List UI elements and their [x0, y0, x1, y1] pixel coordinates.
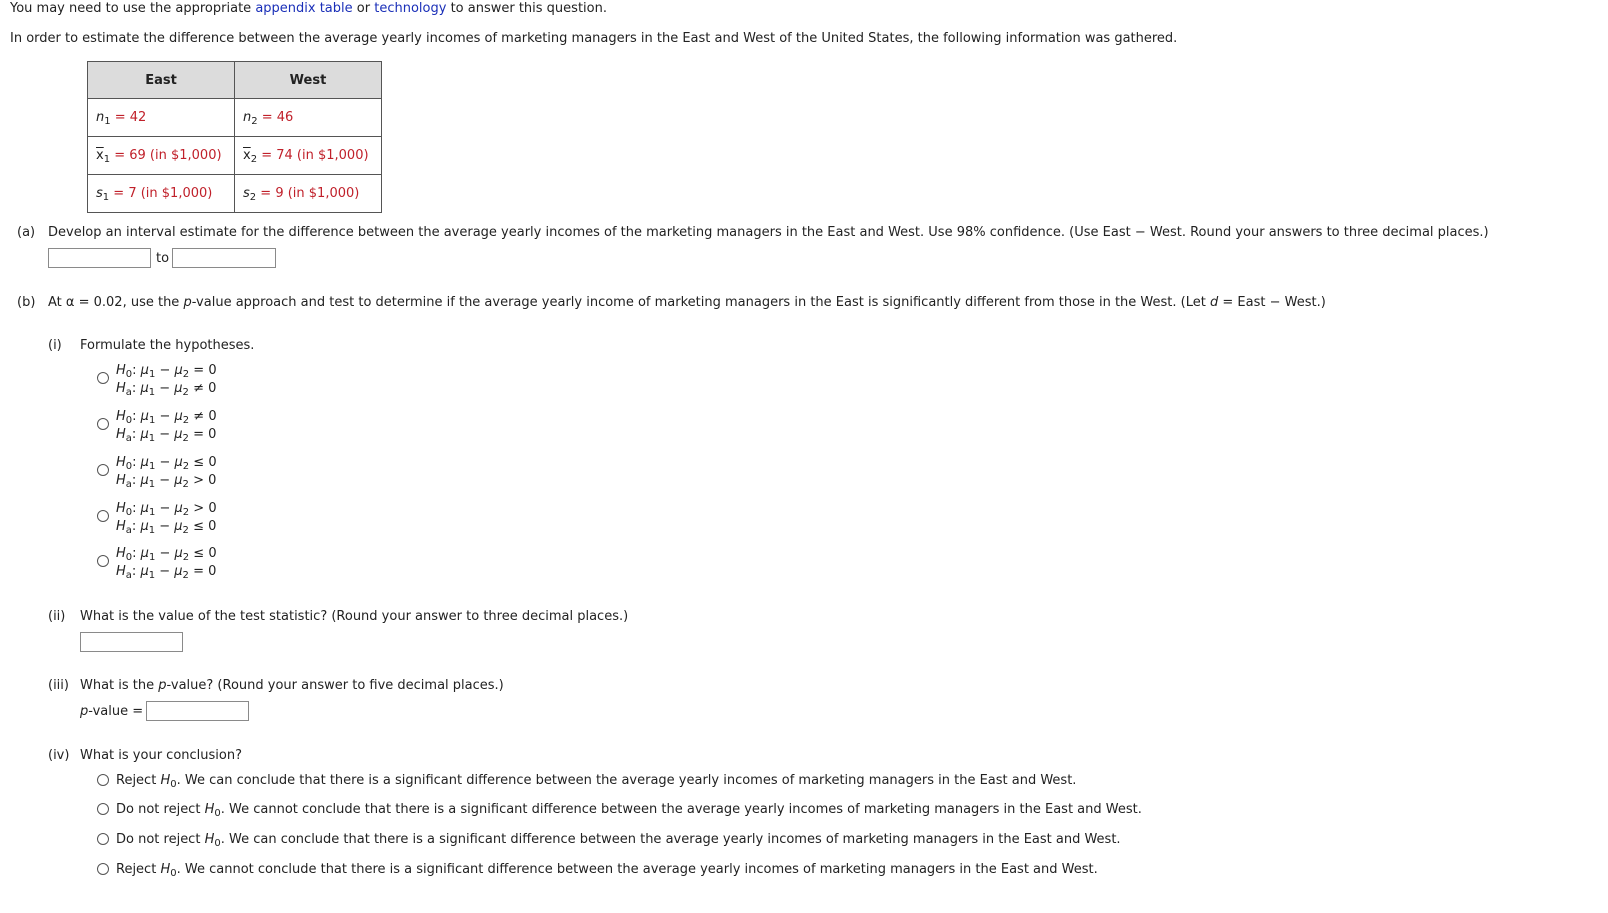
cell-s1: $s_1 = 7$ (in $1,000)	[88, 175, 235, 213]
radio-button[interactable]	[97, 464, 109, 476]
col-header-west: West	[235, 62, 382, 99]
radio-button[interactable]	[97, 863, 109, 875]
data-table	[87, 61, 382, 213]
cell-s2: $s_2 = 9$ (in $1,000)	[235, 175, 382, 213]
technology-link[interactable]: technology	[374, 1, 447, 16]
part-ii-label: (ii)	[48, 609, 66, 624]
radio-button[interactable]	[97, 510, 109, 522]
interval-to-label: to	[156, 251, 170, 266]
cell-n2: $n_2 = 46$	[235, 99, 382, 137]
col-header-east: East	[88, 62, 235, 99]
p-value-input[interactable]	[146, 701, 249, 721]
cell-x2: $\overline{x}_2 = 74$ (in $1,000)	[235, 137, 382, 175]
interval-upper-input[interactable]	[172, 248, 276, 268]
part-ii-question: What is the value of the test statistic? (Round your answer to three decimal places.)	[80, 609, 629, 624]
p-value-label: p-value =	[80, 704, 144, 719]
part-iv-question: What is your conclusion?	[80, 748, 242, 763]
header-instruction: You may need to use the appropriate appendix table or technology to answer this question.	[10, 1, 607, 16]
radio-button[interactable]	[97, 372, 109, 384]
radio-button[interactable]	[97, 774, 109, 786]
intro-text: In order to estimate the difference between the average yearly incomes of marketing managers in the East and West of the United States, the following information was gathered.	[10, 31, 1178, 46]
radio-button[interactable]	[97, 418, 109, 430]
part-b-question: At α = 0.02, use the p-value approach and test to determine if the average yearly income of marketing managers in the East is significantly different from those in the West. (Let d = East − West.)	[48, 295, 1326, 310]
part-b-label: (b)	[17, 295, 36, 310]
cell-n1: $n_1 = 42$	[88, 99, 235, 137]
radio-button[interactable]	[97, 803, 109, 815]
test-statistic-input[interactable]	[80, 632, 183, 652]
part-iv-label: (iv)	[48, 748, 70, 763]
part-i-label: (i)	[48, 338, 62, 353]
part-a-label: (a)	[17, 225, 36, 240]
interval-lower-input[interactable]	[48, 248, 151, 268]
part-iii-label: (iii)	[48, 678, 69, 693]
part-i-question: Formulate the hypotheses.	[80, 338, 255, 353]
cell-x1: $\overline{x}_1 = 69$ (in $1,000)	[88, 137, 235, 175]
radio-button[interactable]	[97, 833, 109, 845]
part-iii-question: What is the p-value? (Round your answer to five decimal places.)	[80, 678, 504, 693]
radio-button[interactable]	[97, 555, 109, 567]
part-a-question: Develop an interval estimate for the difference between the average yearly incomes of the marketing managers in the East and West. Use 98% confidence. (Use East − West. Round your answers to three decimal places.)	[48, 225, 1489, 240]
appendix-table-link[interactable]: appendix table	[255, 1, 353, 16]
